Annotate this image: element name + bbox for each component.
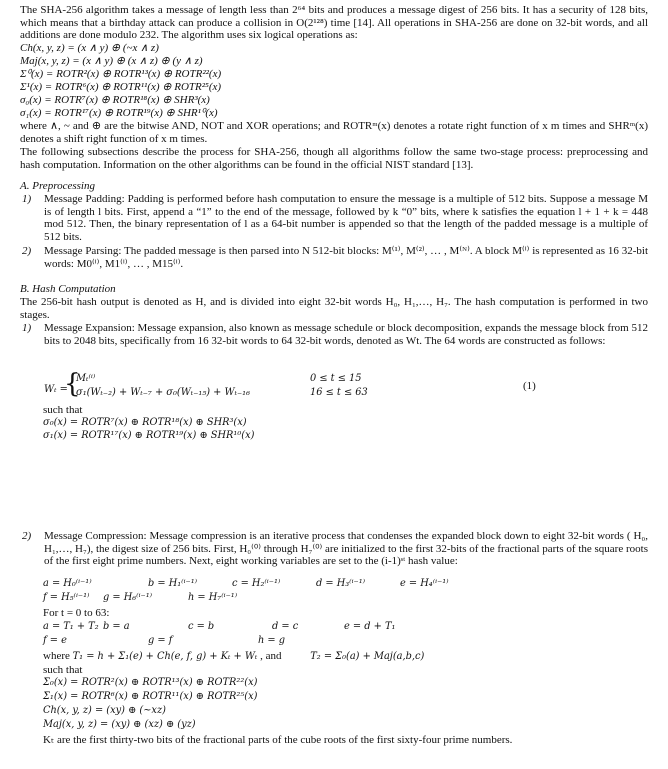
- and-label: , and: [260, 650, 282, 662]
- loop-f: f = e: [43, 635, 67, 646]
- loop-b: b = a: [103, 621, 130, 632]
- operations-paragraph: where ∧, ~ and ⊕ are the bitwise AND, NOT and XOR operations; and ROTRᵐ(x) denotes a rotate right function of x m times and SHRᵐ(x) denotes a shift right function of x m times.: [20, 120, 648, 145]
- eq-sigma0-upper: Σ⁰(x) = ROTR²(x) ⊕ ROTR¹³(x) ⊕ ROTR²²(x): [20, 68, 222, 80]
- where-label: where: [43, 650, 70, 662]
- t1-definition: T₁ = h + Σ₁(e) + Ch(e, f, g) + Kₜ + Wₜ: [72, 651, 258, 662]
- assign-h: h = H₇⁽ⁱ⁻¹⁾: [188, 592, 238, 603]
- list-text: Message Parsing: The padded message is then parsed into N 512-bit blocks: M⁽¹⁾, M⁽²⁾, … , M⁽ᴺ⁾. A block M⁽ⁱ⁾ is represented as 16 32-bit words: M0⁽ⁱ⁾, M1⁽ⁱ⁾, … , M15⁽ⁱ⁾.: [44, 245, 648, 270]
- list-item-message-padding: [22, 193, 648, 243]
- list-number: 1): [22, 193, 32, 205]
- loop-h: h = g: [258, 635, 286, 646]
- for-loop-label: For t = 0 to 63:: [43, 607, 110, 619]
- wt-case1: Mₜ⁽ⁱ⁾: [76, 373, 96, 384]
- where-t1-t2: [43, 650, 424, 663]
- wt-case2: σ₁(Wₜ₋₂) + Wₜ₋₇ + σ₀(Wₜ₋₁₅) + Wₜ₋₁₆: [76, 387, 251, 398]
- intro-paragraph: The SHA-256 algorithm takes a message of length less than 2⁶⁴ bits and produces a message digest of 256 bits. It has a security of 128 bits, which means that a birthday attack can produce a collision in O(2¹²⁸) time [14]. All operations in SHA-256 are done on 32-bit words, and all additions are done modulo 232. The algorithm uses six logical operations as:: [20, 4, 648, 42]
- list-number: 1): [22, 322, 32, 334]
- list-item-message-compression: [22, 530, 648, 568]
- brace: {: [64, 369, 81, 399]
- such-that-label: such that: [43, 404, 83, 416]
- section-b-heading: B. Hash Computation: [20, 283, 116, 295]
- loop-g: g = f: [148, 635, 173, 646]
- list-text: Message Padding: Padding is performed before hash computation to ensure the message is a multiple of 512 bits. Suppose a message M is of length l bits. First, append a “1” to the end of the message, followed by k “0” bits, where k satisfies the equation l + 1 + k = 448 mod 512. Then, the binary representation of l as a 64-bit number is appended so that the length of the padded message is a multiple of 512 bits.: [44, 193, 648, 243]
- eq-ch: Ch(x, y, z) = (x ∧ y) ⊕ (~x ∧ z): [20, 42, 159, 54]
- k-constants-sentence: Kₜ are the first thirty-two bits of the fractional parts of the cube roots of the first sixty-four prime numbers.: [43, 734, 513, 746]
- eq-ch-def: Ch(x, y, z) = (xy) ⊕ (~xz): [43, 705, 166, 716]
- wt-lhs: Wₜ =: [44, 384, 68, 395]
- loop-a: a = T₁ + T₂: [43, 621, 99, 632]
- list-text: Message Expansion: Message expansion, also known as message schedule or block decomposition, expands the message block from 512 bits to 2048 bits, specifically from 16 32-bit words to 64 32-bit words, denoted as Wt. The 64 words are constructed as follows:: [44, 322, 648, 347]
- list-number: 2): [22, 245, 32, 257]
- list-text: Message Compression: Message compression is an iterative process that condenses the expanded block down to eight 32-bit words ( H₀, H₁,…, H₇), the digest size of 256 bits. First, H₀⁽⁰⁾ through H₇⁽⁰⁾ are initialized to the first 32-bits of the fractional parts of the square roots of the first eight prime numbers. Next, eight working variables are set to the (i-1)ˢᵗ hash value:: [44, 530, 648, 568]
- assign-f: f = H₅⁽ⁱ⁻¹⁾: [43, 592, 90, 603]
- assign-g: g = H₆⁽ⁱ⁻¹⁾: [103, 592, 153, 603]
- assign-e: e = H₄⁽ⁱ⁻¹⁾: [400, 578, 449, 589]
- subsections-paragraph: The following subsections describe the process for SHA-256, though all algorithms follow the same two-stage process: preprocessing and hash computation. Information on the other algorithms can be found in the official NIST standard [13].: [20, 146, 648, 171]
- equation-number: (1): [523, 380, 536, 392]
- eq-Sigma1-def: Σ₁(x) = ROTR⁶(x) ⊕ ROTR¹¹(x) ⊕ ROTR²⁵(x): [43, 691, 258, 702]
- wt-cond1: 0 ≤ t ≤ 15: [310, 373, 362, 384]
- list-item-message-parsing: [22, 245, 648, 270]
- such-that-label-2: such that: [43, 664, 83, 676]
- eq-maj: Maj(x, y, z) = (x ∧ y) ⊕ (x ∧ z) ⊕ (y ∧ z): [20, 55, 203, 67]
- eq-maj-def: Maj(x, y, z) = (xy) ⊕ (xz) ⊕ (yz): [43, 719, 196, 730]
- wt-cond2: 16 ≤ t ≤ 63: [310, 387, 368, 398]
- assign-b: b = H₁⁽ⁱ⁻¹⁾: [148, 578, 198, 589]
- eq-sigma0-lower: σ₀(x) = ROTR⁷(x) ⊕ ROTR¹⁸(x) ⊕ SHR³(x): [20, 94, 210, 106]
- eq-sigma0-def: σ₀(x) = ROTR⁷(x) ⊕ ROTR¹⁸(x) ⊕ SHR³(x): [43, 417, 247, 428]
- assign-c: c = H₂⁽ⁱ⁻¹⁾: [232, 578, 281, 589]
- section-a-heading: A. Preprocessing: [20, 180, 95, 192]
- list-number: 2): [22, 530, 32, 542]
- eq-sigma1-def: σ₁(x) = ROTR¹⁷(x) ⊕ ROTR¹⁹(x) ⊕ SHR¹⁰(x): [43, 430, 255, 441]
- loop-d: d = c: [272, 621, 299, 632]
- t2-definition: T₂ = Σ₀(a) + Maj(a,b,c): [310, 651, 425, 662]
- hash-output-paragraph: The 256-bit hash output is denoted as H, and is divided into eight 32-bit words H₀, H₁,…, H₇. The hash computation is performed in two stages.: [20, 296, 648, 321]
- eq-sigma1-lower: σ₁(x) = ROTR¹⁷(x) ⊕ ROTR¹⁹(x) ⊕ SHR¹⁰(x): [20, 107, 218, 119]
- loop-c: c = b: [188, 621, 215, 632]
- eq-sigma1-upper: Σ¹(x) = ROTR⁶(x) ⊕ ROTR¹¹(x) ⊕ ROTR²⁵(x): [20, 81, 222, 93]
- loop-e: e = d + T₁: [344, 621, 396, 632]
- assign-d: d = H₃⁽ⁱ⁻¹⁾: [316, 578, 366, 589]
- assign-a: a = H₀⁽ⁱ⁻¹⁾: [43, 578, 92, 589]
- eq-Sigma0-def: Σ₀(x) = ROTR²(x) ⊕ ROTR¹³(x) ⊕ ROTR²²(x): [43, 677, 258, 688]
- list-item-message-expansion: [22, 322, 648, 347]
